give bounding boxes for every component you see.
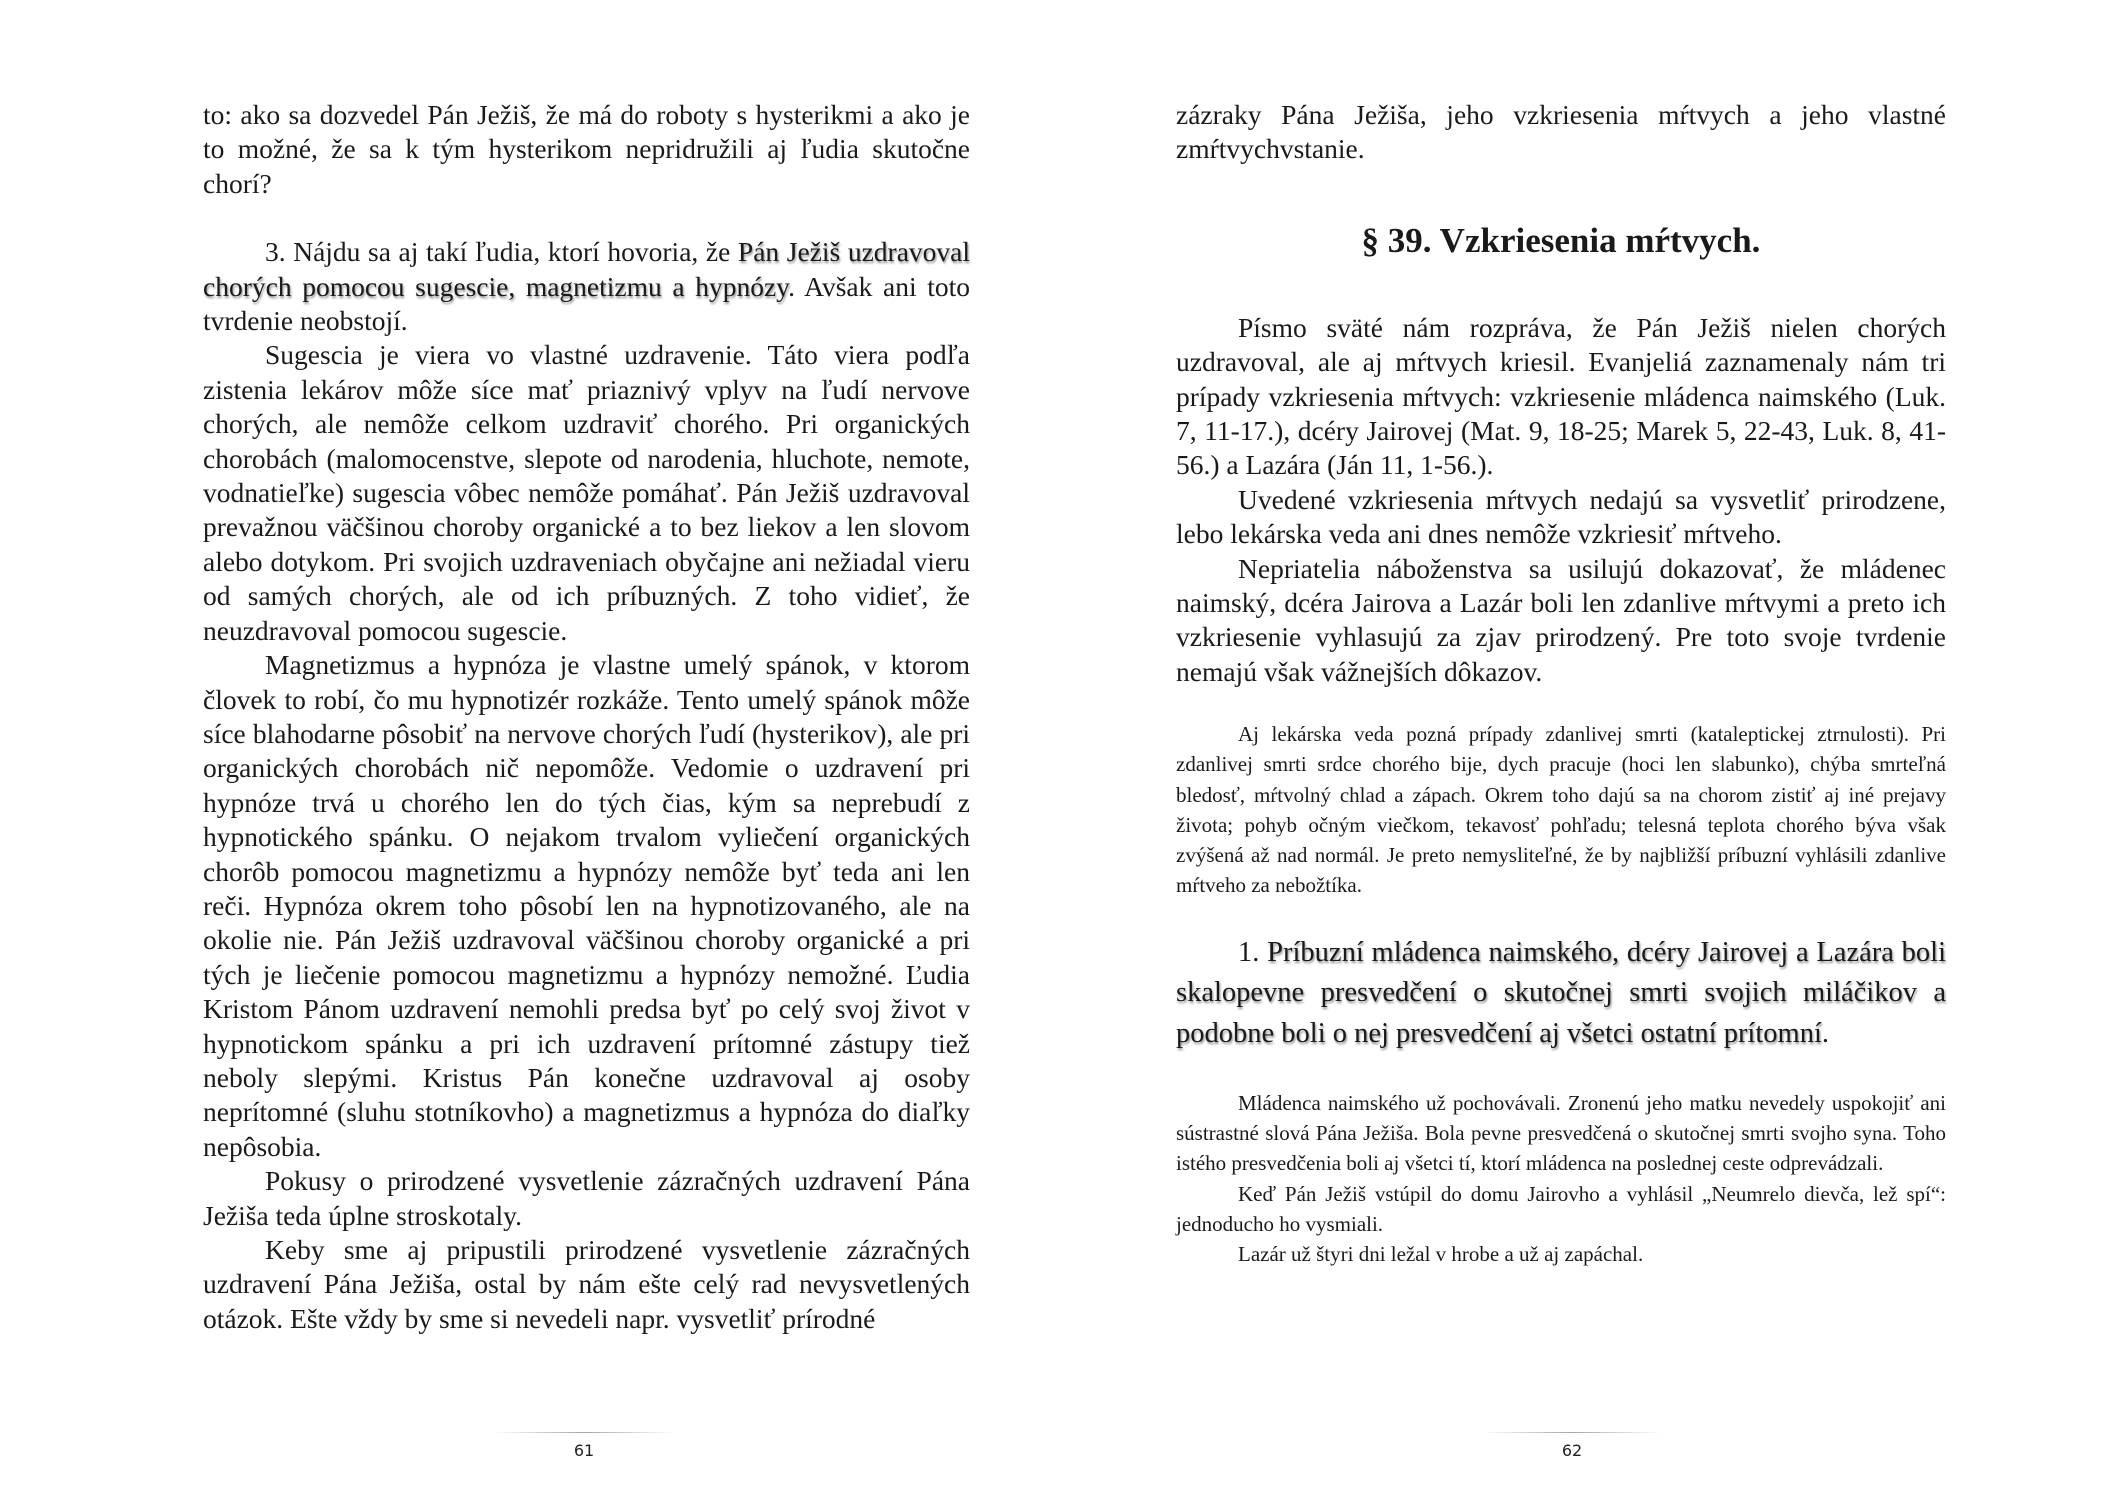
point-1-highlight: Príbuzní mládenca naimského, dcéry Jairovej a Lazára boli skalopevne presvedčení o skutočnej smrti svojich miláčikov a podobne boli o nej presvedčení aj všetci ostatní prítomní [1176,936,1947,1049]
section-heading: § 39. Vzkriesenia mŕtvych. [1361,220,1761,260]
point-3-text: 3. Nájdu sa aj takí ľudia, ktorí hovoria, že [265,236,738,268]
paragraph-continuation: to: ako sa dozvedel Pán Ježiš, že má do roboty s hysterikmi a ako je to možné, že sa k tým hysterikom nepridružili aj ľudia skutočne chorí? [203,99,970,199]
paragraph-nepriatelia: Nepriatelia náboženstva sa usilujú dokazovať, že mládenec naimský, dcéra Jairova a Lazár boli len zdanlive mŕtvymi a preto ich vzkriesenie vyhlasujú za zjav prirodzený. Pre toto svoje tvrdenie nemajú však vážnejších dôkazov. [1176,552,1946,687]
paragraph-magnetizmus: Magnetizmus a hypnóza je vlastne umelý spánok, v ktorom človek to robí, čo mu hypnotizér rozkáže. Tento umelý spánok môže síce blahodarne pôsobiť na nervove chorých ľudí (hysterikov), ale pri organických chorobách nič nepomôže. Vedomie o uzdravení pri hypnóze trvá u chorého len do tých čias, kým sa neprebudí z hypnotického spánku. O nejakom trvalom vyliečení organických chorôb pomocou magnetizmu a hypnózy nemôže byť teda ani len reči. Hypnóza okrem toho pôsobí len na hypnotizovaného, ale na okolie nie. Pán Ježiš uzdravoval väčšinou choroby organické a pri tých je liečenie pomocou magnetizmu a hypnózy nemožné. Ľudia Kristom Pánom uzdravení nemohli predsa byť po celý svoj život v hypnotickom spánku a pri ich uzdravení prítomné zástupy tiež neboly slepými. Kristus Pán konečne uzdravoval aj osoby neprítomné (sluhu stotníkovho) a magnetizmus a hypnóza do diaľky nepôsobia. [203,649,970,1162]
paragraph-uvedene: Uvedené vzkriesenia mŕtvych nedajú sa vysvetliť prirodzene, lebo lekárska veda ani dnes nemôže vzkriesiť mŕtveho. [1176,483,1946,550]
point-3-end: . Avšak ani toto tvrdenie neobstojí. [203,270,970,337]
footer-rule [494,1432,674,1433]
page-footer-left [484,1432,684,1460]
point-3-highlight: Pán Ježiš uzdravoval chorých pomocou sugescie, magnetizmu a hypnózy [203,236,970,302]
right-text-column [1176,98,1946,1269]
paragraph-small-mladenca: Mládenca naimského už pochovávali. Zronenú jeho matku nevedely uspokojiť ani sústrastné slová Pána Ježiša. Bola pevne presvedčená o skutočnej smrti svojho syna. Toho istého presvedčenia boli aj všetci tí, ktorí mládenca na poslednej ceste odprevádzali. [1176,1091,1946,1176]
paragraph-small-lazar: Lazár už štyri dni ležal v hrobe a už aj zapáchal. [1238,1242,1644,1267]
page-number: 61 [573,1441,595,1460]
page-number: 62 [1561,1441,1583,1460]
page-footer-right [1472,1432,1672,1460]
point-1-text: 1. [1238,936,1268,968]
paragraph-small-lekarska: Aj lekárska veda pozná prípady zdanlivej smrti (kataleptickej ztrnulosti). Pri zdanlivej smrti srdce chorého bije, dych pracuje (hoci len slabunko), chýba smrteľná bledosť, mŕtvolný chlad a zápach. Okrem toho dajú sa na chorom zistiť aj iné prejavy života; pohyb očným viečkom, tekavosť pohľadu; telesná teplota chorého býva však zvýšená až nad normál. Je preto nemysliteľné, že by najbližší príbuzní vyhlásili zdanlive mŕtveho za nebožtíka. [1176,722,1946,898]
paragraph-pokusy: Pokusy o prirodzené vysvetlenie zázračných uzdravení Pána Ježiša teda úplne stroskotaly. [203,1165,970,1231]
paragraph-point-1 [1176,933,1946,1055]
paragraph-point-3 [203,235,970,338]
paragraph-sugescia: Sugescia je viera vo vlastné uzdravenie. Táto viera podľa zistenia lekárov môže síce mať priaznivý vplyv na ľudí nervove chorých, ale nemôže celkom uzdraviť chorého. Pri organických chorobách (malomocenstve, slepote od narodenia, hluchote, nemote, vodnatieľke) sugescia vôbec nemôže pomáhať. Pán Ježiš uzdravoval prevažnou väčšinou choroby organické a to bez liekov a len slovom alebo dotykom. Pri svojich uzdraveniach obyčajne ani nežiadal vieru od samých chorých, ale od ich príbuzných. Z toho vidieť, že neuzdravoval pomocou sugescie. [203,339,970,646]
point-1-end: . [1821,1017,1829,1049]
paragraph-small-ked: Keď Pán Ježiš vstúpil do domu Jairovho a vyhlásil „Neumrelo dievča, lež spí“: jednoducho ho vysmiali. [1176,1181,1946,1236]
right-page [1061,0,2122,1500]
paragraph-keby: Keby sme aj pripustili prirodzené vysvetlenie zázračných uzdravení Pána Ježiša, ostal by nám ešte celý rad nevysvetlených otázok. Ešte vždy by sme si nevedeli napr. vysvetliť prírodné [203,1234,970,1334]
paragraph-pismo: Písmo sväté nám rozpráva, že Pán Ježiš nielen chorých uzdravoval, ale aj mŕtvych kriesil. Evanjeliá zaznamenaly nám tri prípady vzkriesenia mŕtvych: vzkriesenie mládenca naimského (Luk. 7, 11-17.), dcéry Jairovej (Mat. 9, 18-25; Marek 5, 22-43, Luk. 8, 41-56.) a Lazára (Ján 11, 1-56.). [1176,311,1946,481]
paragraph-continuation: zázraky Pána Ježiša, jeho vzkriesenia mŕtvych a jeho vlastné zmŕtvychvstanie. [1176,99,1946,165]
footer-rule [1482,1432,1662,1433]
left-text-column [203,98,970,1336]
